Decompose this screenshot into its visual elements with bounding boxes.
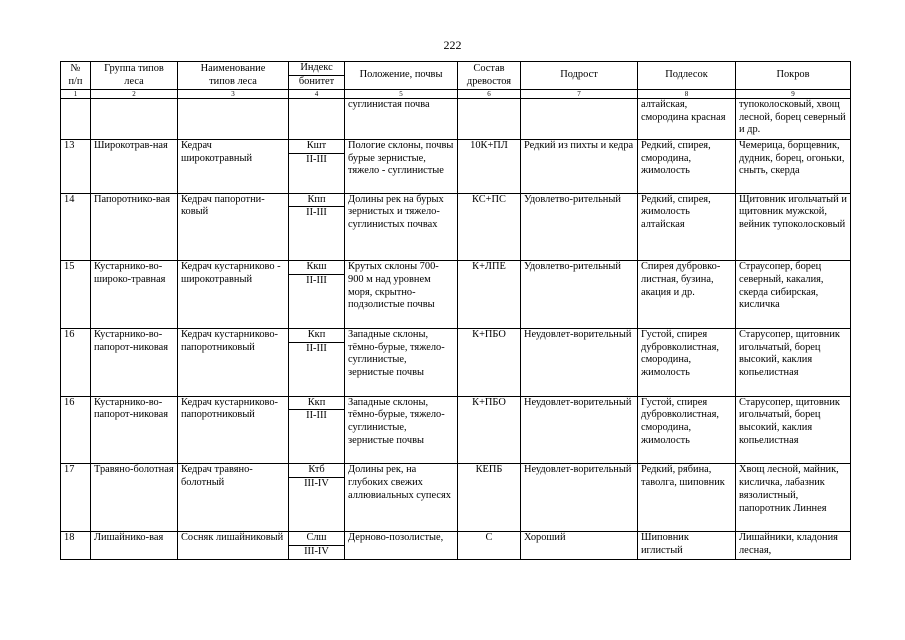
undergrowth-cell: Густой, спирея дубровколистная, смородина, жимолость (638, 329, 736, 397)
column-numbers-row (61, 90, 851, 99)
table-row (61, 193, 851, 207)
name-cell: Кедрач широкотравный (178, 140, 289, 194)
undergrowth-cell: Редкий, рябина, таволга, шиповник (638, 464, 736, 532)
index-cell: Кшт (289, 140, 345, 154)
soil-cell: Пологие склоны, почвы бурые зернистые, тяжело - суглинистые (345, 140, 458, 194)
composition-cell: КЕПБ (458, 464, 521, 532)
cover-cell: Хвощ лесной, майник, кисличка, лабазник вязолистный, папоротник Линнея (736, 464, 851, 532)
name-cell: Кедрач кустарниково - широкотравный (178, 261, 289, 329)
bonitet-cell: III-IV (289, 478, 345, 532)
name-cell: Сосняк лишайниковый (178, 532, 289, 559)
cover-cell: Старусопер, щитовник игольчатый, борец высокий, каклия копьелистная (736, 329, 851, 397)
bonitet-cell: II-III (289, 342, 345, 396)
row-number: 15 (61, 261, 91, 329)
index-cell: Кпп (289, 193, 345, 207)
bonitet-cell: II-III (289, 207, 345, 261)
soil-cell: Дерново-позолистые, (345, 532, 458, 559)
header-soil: Положение, почвы (345, 62, 458, 90)
undergrowth-cell: Редкий, спирея, смородина, жимолость (638, 140, 736, 194)
composition-cell: 10К+ПЛ (458, 140, 521, 194)
composition-cell: К+ЛПЕ (458, 261, 521, 329)
row-number: 17 (61, 464, 91, 532)
table-row (61, 532, 851, 546)
header-undergrowth: Подлесок (638, 62, 736, 90)
cover-cell: Старусопер, щитовник игольчатый, борец высокий, каклия копьелистная (736, 396, 851, 464)
name-cell: Кедрач кустарниково-папоротниковый (178, 396, 289, 464)
group-cell: Папоротнико-вая (91, 193, 178, 261)
column-number: 9 (736, 90, 851, 99)
header-name: Наименование типов леса (178, 62, 289, 90)
name-cell: Кедрач травяно-болотный (178, 464, 289, 532)
regrowth-cell: Редкий из пихты и кедра (521, 140, 638, 194)
header-num: № п/п (61, 62, 91, 90)
header-cover: Покров (736, 62, 851, 90)
cover-cell: Лишайники, кладония лесная, (736, 532, 851, 559)
column-number: 6 (458, 90, 521, 99)
soil-cell: Долины рек на бурых зернистых и тяжело-суглинистых почвах (345, 193, 458, 261)
index-cell: Слш (289, 532, 345, 546)
cover-cell: Страусопер, борец северный, какалия, скерда сибирская, кисличка (736, 261, 851, 329)
name-cell: Кедрач папоротни-ковый (178, 193, 289, 261)
header-composition: Состав древостоя (458, 62, 521, 90)
undergrowth-cell: Густой, спирея дубровколистная, смородина, жимолость (638, 396, 736, 464)
table-row (61, 329, 851, 343)
regrowth-cell: Неудовлет-ворительный (521, 396, 638, 464)
row-number: 16 (61, 396, 91, 464)
cover-cell: тупоколосковый, хвощ лесной, борец северный и др. (736, 99, 851, 140)
group-cell: Лишайнико-вая (91, 532, 178, 559)
header-group: Группа типов леса (91, 62, 178, 90)
regrowth-cell: Удовлетво-рительный (521, 193, 638, 261)
group-cell: Широкотрав-ная (91, 140, 178, 194)
index-cell: Ккп (289, 396, 345, 410)
composition-cell: КС+ПС (458, 193, 521, 261)
undergrowth-cell: Редкий, спирея, жимолость алтайская (638, 193, 736, 261)
undergrowth-cell: Спирея дубровко-листная, бузина, акация и др. (638, 261, 736, 329)
row-number: 14 (61, 193, 91, 261)
index-cell: Ккп (289, 329, 345, 343)
column-number: 3 (178, 90, 289, 99)
undergrowth-cell: алтайская, смородина красная (638, 99, 736, 140)
regrowth-cell: Неудовлет-ворительный (521, 464, 638, 532)
group-cell: Травяно-болотная (91, 464, 178, 532)
table-row (61, 261, 851, 275)
column-number: 2 (91, 90, 178, 99)
regrowth-cell: Хороший (521, 532, 638, 559)
soil-cell: суглинистая почва (345, 99, 458, 140)
row-number: 18 (61, 532, 91, 559)
composition-cell: С (458, 532, 521, 559)
soil-cell: Крутых склоны 700-900 м над уровнем моря, скрытно-подзолистые почвы (345, 261, 458, 329)
header-regrowth: Подрост (521, 62, 638, 90)
header-index: Индекс бонитет (289, 62, 345, 90)
index-cell: Ктб (289, 464, 345, 478)
undergrowth-cell: Шиповник иглистый (638, 532, 736, 559)
group-cell: Кустарнико-во-широко-травная (91, 261, 178, 329)
composition-cell: К+ПБО (458, 396, 521, 464)
group-cell: Кустарнико-во-папорот-никовая (91, 396, 178, 464)
index-cell: Ккш (289, 261, 345, 275)
bonitet-cell: II-III (289, 153, 345, 193)
continuation-row (61, 99, 851, 140)
column-number: 4 (289, 90, 345, 99)
bonitet-cell: II-III (289, 275, 345, 329)
name-cell: Кедрач кустарниково-папоротниковый (178, 329, 289, 397)
soil-cell: Западные склоны, тёмно-бурые, тяжело-суглинистые, зернистые почвы (345, 329, 458, 397)
regrowth-cell: Неудовлет-ворительный (521, 329, 638, 397)
table-row (61, 464, 851, 478)
column-number: 8 (638, 90, 736, 99)
table-row (61, 140, 851, 154)
composition-cell: К+ПБО (458, 329, 521, 397)
soil-cell: Западные склоны, тёмно-бурые, тяжело-суглинистые, зернистые почвы (345, 396, 458, 464)
column-number: 1 (61, 90, 91, 99)
column-number: 7 (521, 90, 638, 99)
regrowth-cell: Удовлетво-рительный (521, 261, 638, 329)
cover-cell: Чемерица, борщевник, дудник, борец, огоньки, сныть, скерда (736, 140, 851, 194)
soil-cell: Долины рек, на глубоких свежих аллювиальных супесях (345, 464, 458, 532)
header-row (61, 62, 851, 90)
bonitet-cell: III-IV (289, 545, 345, 559)
column-number: 5 (345, 90, 458, 99)
table-row (61, 396, 851, 410)
row-number: 16 (61, 329, 91, 397)
page-number: 222 (443, 38, 462, 52)
bonitet-cell: II-III (289, 410, 345, 464)
forest-types-table (60, 61, 851, 560)
cover-cell: Щитовник игольчатый и щитовник мужской, вейник тупоколосковый (736, 193, 851, 261)
row-number: 13 (61, 140, 91, 194)
group-cell: Кустарнико-во-папорот-никовая (91, 329, 178, 397)
